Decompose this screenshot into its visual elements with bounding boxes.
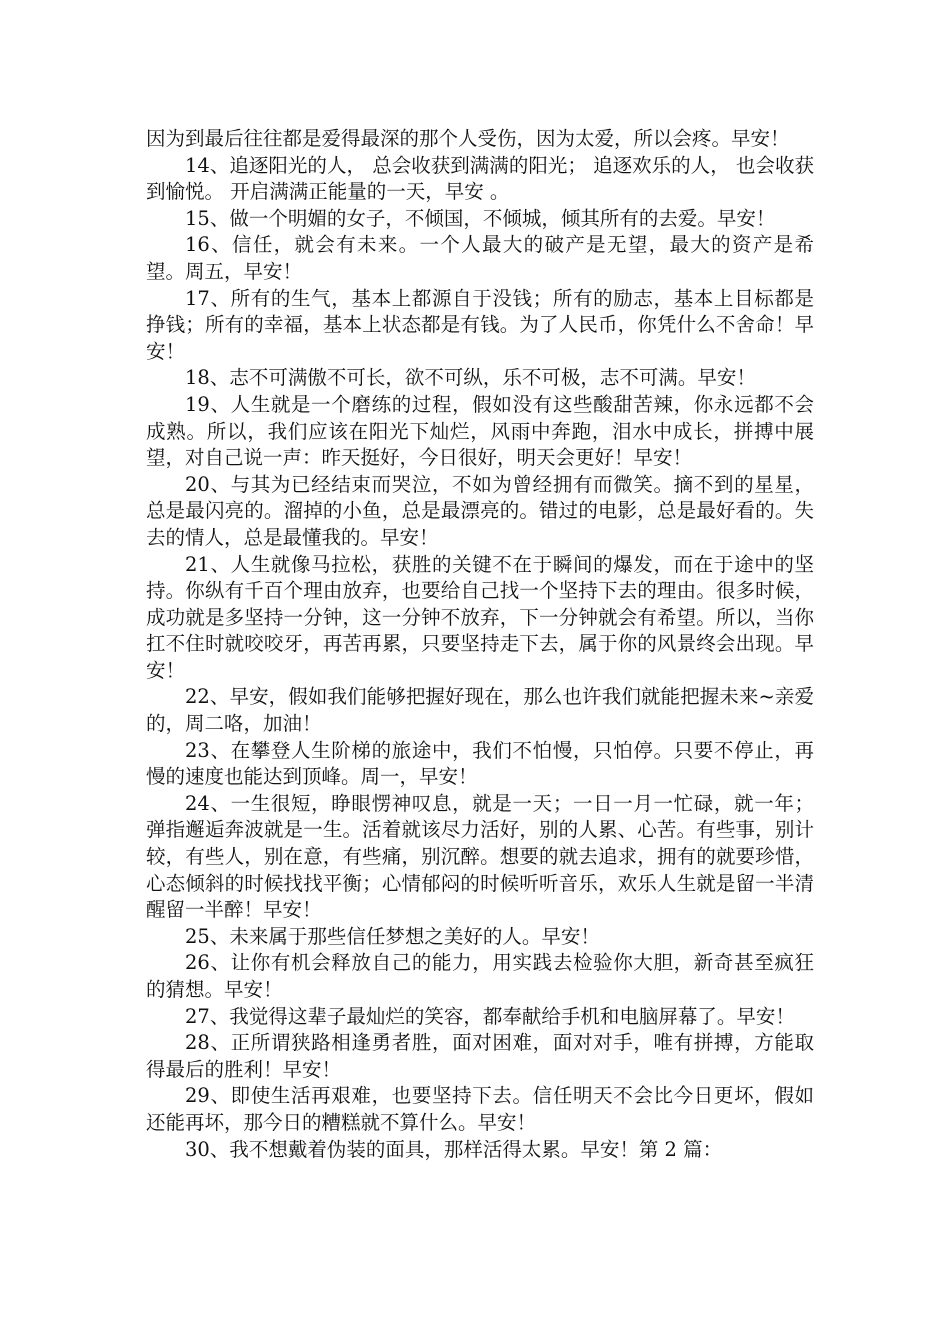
- paragraph: 23、在攀登人生阶梯的旅途中，我们不怕慢，只怕停。只要不停止，再慢的速度也能达到顶峰。周一，早安！: [146, 738, 814, 789]
- paragraph: 16、信任，就会有未来。一个人最大的破产是无望，最大的资产是希望。周五，早安！: [146, 233, 814, 283]
- document-page: [146, 126, 814, 1163]
- paragraph: 25、未来属于那些信任梦想之美好的人。早安！: [185, 924, 600, 948]
- paragraph: 28、正所谓狭路相逢勇者胜，面对困难，面对对手，唯有拼搏，方能取得最后的胜利！早安！: [146, 1031, 814, 1081]
- paragraph: 15、做一个明媚的女子，不倾国，不倾城，倾其所有的去爱。早安！: [185, 206, 776, 230]
- paragraph: 18、志不可满傲不可长，欲不可纵，乐不可极，志不可满。早安！: [185, 366, 756, 390]
- paragraph: 14、追逐阳光的人， 总会收获到满满的阳光； 追逐欢乐的人， 也会收获到愉悦。 开启满满正能量的一天，早安 。: [146, 153, 814, 204]
- paragraph: 22、早安，假如我们能够把握好现在，那么也许我们就能把握未来~亲爱的，周二咯，加油！: [146, 685, 814, 736]
- paragraph: 26、让你有机会释放自己的能力，用实践去检验你大胆，新奇甚至疯狂的猜想。早安！: [146, 951, 814, 1001]
- paragraph: 27、我觉得这辈子最灿烂的笑容，都奉献给手机和电脑屏幕了。早安！: [185, 1004, 795, 1028]
- paragraph: 因为到最后往往都是爱得最深的那个人受伤，因为太爱，所以会疼。早安！: [146, 127, 790, 150]
- paragraph: 30、我不想戴着伪装的面具，那样活得太累。早安！第 2 篇：: [185, 1137, 723, 1161]
- paragraph: 20、与其为已经结束而哭泣，不如为曾经拥有而微笑。摘不到的星星，总是最闪亮的。溜掉的小鱼，总是最漂亮的。错过的电影，总是最好看的。失去的情人，总是最懂我的。早安！: [146, 472, 814, 549]
- paragraph: 29、即使生活再艰难，也要坚持下去。信任明天不会比今日更坏，假如还能再坏，那今日的糟糕就不算什么。早安！: [146, 1084, 814, 1134]
- paragraph: 24、一生很短，睁眼愣神叹息，就是一天；一日一月一忙碌，就一年；弹指邂逅奔波就是一生。活着就该尽力活好，别的人累、心苦。有些事，别计较，有些人，别在意，有些痛，别沉醉。想要的就去追求，拥有的就要珍惜，心态倾斜的时候找找平衡；心情郁闷的时候听听音乐，欢乐人生就是留一半清醒留一半醉！早安！: [146, 791, 814, 922]
- paragraph: 19、人生就是一个磨练的过程，假如没有这些酸甜苦辣，你永远都不会成熟。所以，我们应该在阳光下灿烂，风雨中奔跑，泪水中成长，拼搏中展望，对自己说一声：昨天挺好，今日很好，明天会更好！早安！: [146, 392, 814, 470]
- paragraph: 17、所有的生气，基本上都源自于没钱；所有的励志，基本上目标都是挣钱；所有的幸福，基本上状态都是有钱。为了人民币，你凭什么不舍命！早安！: [146, 286, 814, 363]
- paragraph: 21、人生就像马拉松，获胜的关键不在于瞬间的爆发，而在于途中的坚持。你纵有千百个理由放弃，也要给自己找一个坚持下去的理由。很多时候，成功就是多坚持一分钟，这一分钟不放弃，下一分钟就会有希望。所以，当你扛不住时就咬咬牙，再苦再累，只要坚持走下去，属于你的风景终会出现。早安！: [146, 552, 814, 682]
